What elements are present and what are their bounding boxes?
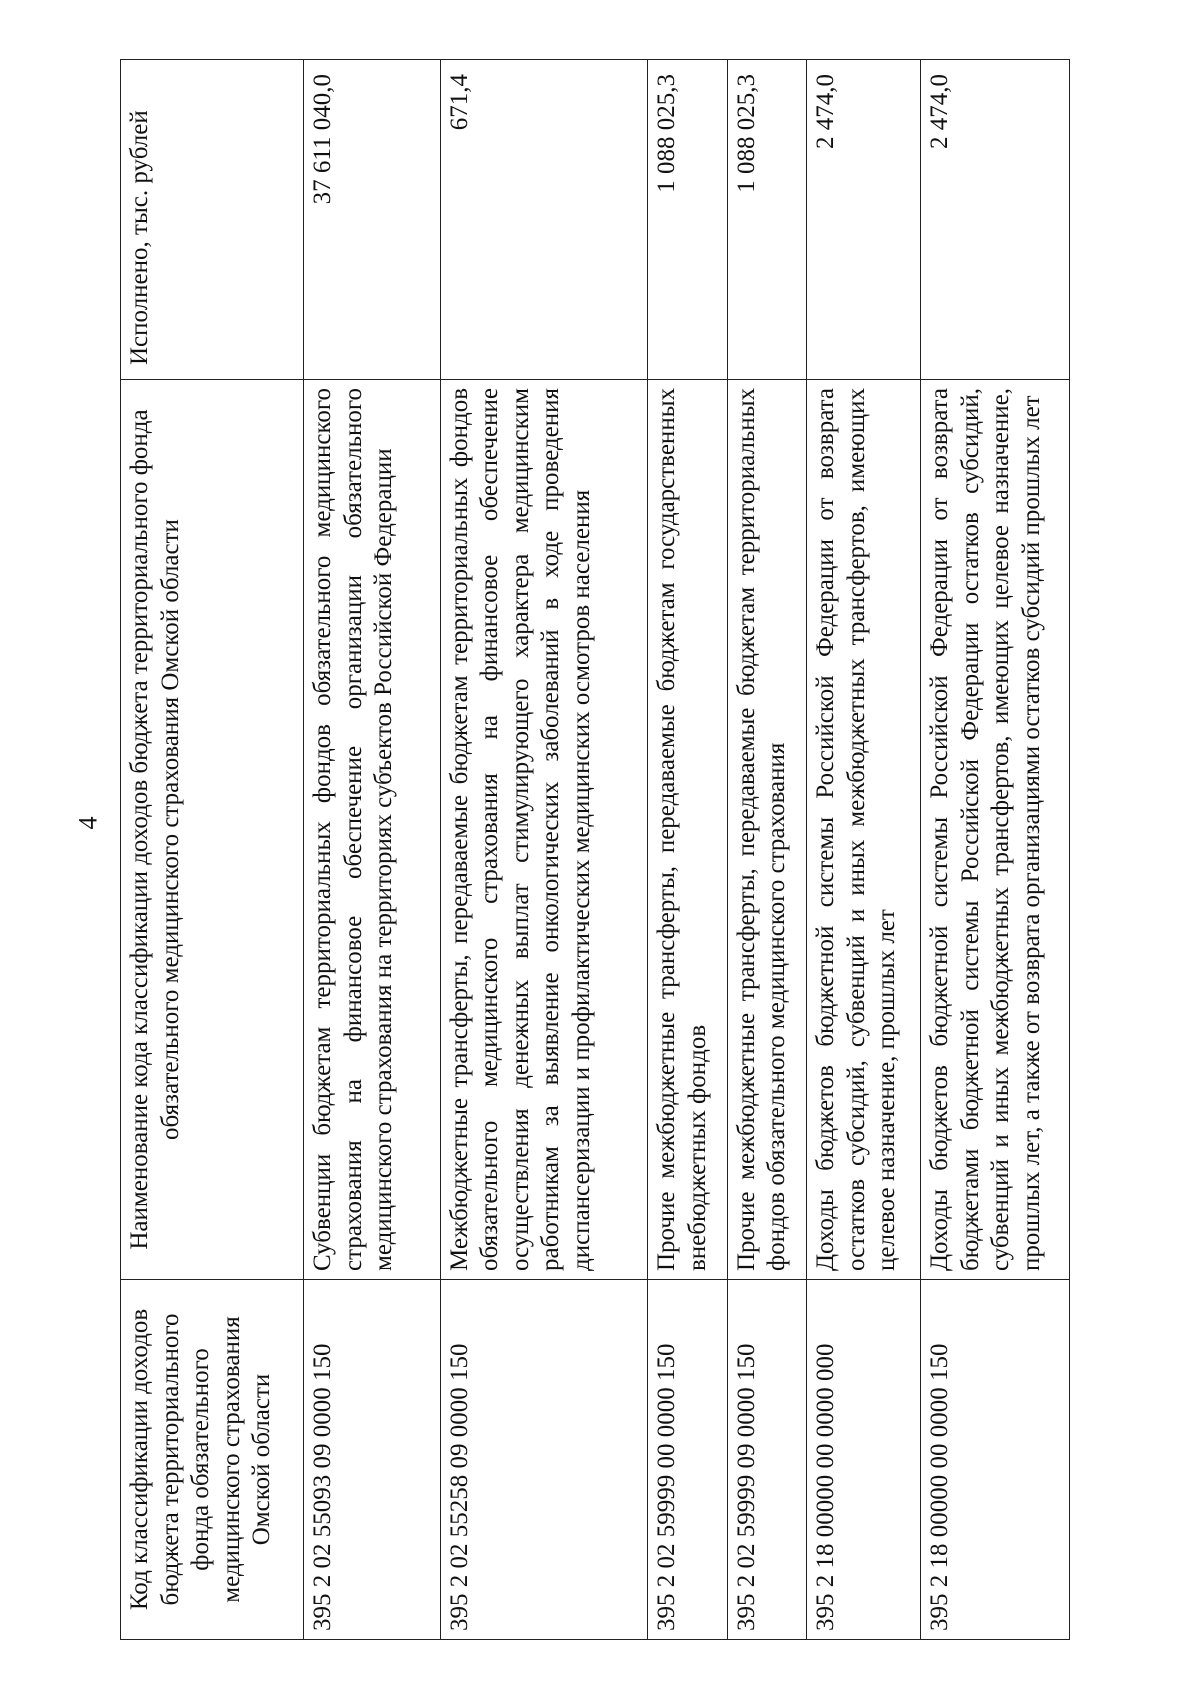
row-code: 395 2 18 00000 00 0000 150 <box>921 1280 1070 1640</box>
row-amount: 1 088 025,3 <box>648 60 727 380</box>
row-amount: 2 474,0 <box>807 60 921 380</box>
row-name: Прочие межбюджетные трансферты, передаваемые бюджетам государственных внебюджетных фондов <box>648 380 727 1280</box>
row-amount: 1 088 025,3 <box>727 60 806 380</box>
row-name: Субвенции бюджетам территориальных фондов обязательного медицинского страхования на финансовое обеспечение организации обязательного медицинского страхования на территориях субъектов Российской Федерации <box>304 380 440 1280</box>
row-name: Доходы бюджетов бюджетной системы Российской Федерации от возврата бюджетами бюджетной системы Российской Федерации остатков субсидий, субвенций и иных межбюджетных трансфертов, имеющих целевое назначение, прошлых лет, а также от возврата организациями остатков субсидий прошлых лет <box>921 380 1070 1280</box>
rotated-table-wrapper <box>120 60 1070 1640</box>
row-name: Прочие межбюджетные трансферты, передаваемые бюджетам территориальных фондов обязательного медицинского страхования <box>727 380 806 1280</box>
table-row <box>648 60 727 1640</box>
table-row <box>807 60 921 1640</box>
row-name: Доходы бюджетов бюджетной системы Российской Федерации от возврата остатков субсидий, субвенций и иных межбюджетных трансфертов, имеющих целевое назначение, прошлых лет <box>807 380 921 1280</box>
row-code: 395 2 02 55093 09 0000 150 <box>304 1280 440 1640</box>
row-code: 395 2 02 59999 00 0000 150 <box>648 1280 727 1640</box>
page-number: 4 <box>73 816 103 830</box>
table-row <box>727 60 806 1640</box>
row-code: 395 2 02 59999 09 0000 150 <box>727 1280 806 1640</box>
table-row <box>921 60 1070 1640</box>
row-code: 395 2 18 00000 00 0000 000 <box>807 1280 921 1640</box>
table-row <box>304 60 440 1640</box>
header-amount: Исполнено, тыс. рублей <box>121 60 304 380</box>
row-code: 395 2 02 55258 09 0000 150 <box>440 1280 648 1640</box>
row-name: Межбюджетные трансферты, передаваемые бюджетам территориальных фондов обязательного медицинского страхования на финансовое обеспечение осуществления денежных выплат стимулирующего характера медицинским работникам за выявление онкологических заболеваний в ходе проведения диспансеризации и профилактических медицинских осмотров населения <box>440 380 648 1280</box>
row-amount: 37 611 040,0 <box>304 60 440 380</box>
row-amount: 2 474,0 <box>921 60 1070 380</box>
table-row <box>440 60 648 1640</box>
header-code: Код классификации доходов бюджета территориального фонда обязательного медицинского страхования Омской области <box>121 1280 304 1640</box>
table-header-row <box>121 60 304 1640</box>
header-name: Наименование кода классификации доходов бюджета территориального фонда обязательного медицинского страхования Омской области <box>121 380 304 1280</box>
row-amount: 671,4 <box>440 60 648 380</box>
income-classification-table <box>120 59 1070 1640</box>
